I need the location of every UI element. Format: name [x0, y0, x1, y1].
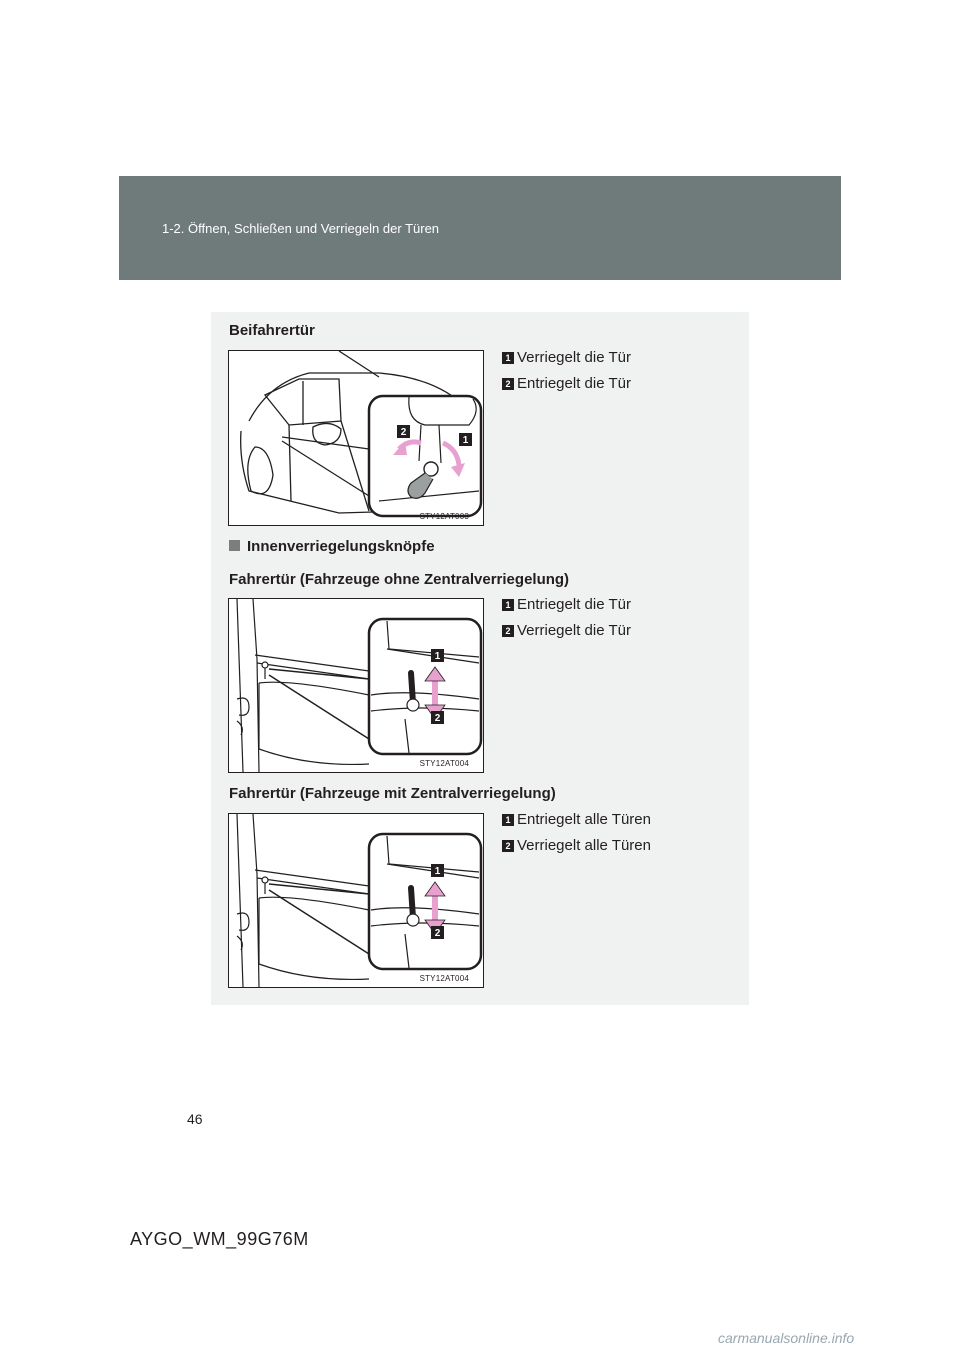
callout-2: 2	[434, 713, 441, 724]
legend-text: Verriegelt die Tür	[517, 622, 631, 639]
callout-2: 2	[434, 928, 441, 939]
chapter-header	[119, 176, 841, 280]
legend-text: Verriegelt die Tür	[517, 349, 631, 366]
door-lock-knob-illustration	[229, 599, 483, 772]
number-badge: 2	[502, 378, 514, 390]
door-lock-knob-illustration	[229, 814, 483, 987]
legend-item	[502, 836, 651, 862]
legend-text: Verriegelt alle Türen	[517, 837, 651, 854]
callout-2: 2	[400, 427, 407, 438]
figure-code: STY12AT004	[419, 974, 469, 983]
legend-item	[502, 374, 631, 400]
legend-text: Entriegelt alle Türen	[517, 811, 651, 828]
legend-item	[502, 348, 631, 374]
figure-code: STY12AT004	[419, 759, 469, 768]
passenger-door-heading: Beifahrertür	[229, 322, 315, 339]
legend-text: Entriegelt die Tür	[517, 375, 631, 392]
passenger-door-legend	[502, 348, 631, 400]
callout-1: 1	[434, 866, 441, 877]
watermark: carmanualsonline.info	[718, 1330, 855, 1346]
figure-code: STY12AT003	[419, 512, 469, 521]
legend-text: Entriegelt die Tür	[517, 596, 631, 613]
callout-1: 1	[434, 651, 441, 662]
driver-central-legend	[502, 810, 651, 862]
number-badge: 2	[502, 625, 514, 637]
content-panel	[211, 312, 749, 1005]
legend-item	[502, 621, 631, 647]
passenger-door-figure	[228, 350, 484, 526]
driver-central-figure	[228, 813, 484, 988]
driver-no-central-heading: Fahrertür (Fahrzeuge ohne Zentralverriegelung)	[229, 571, 570, 588]
driver-no-central-legend	[502, 595, 631, 647]
car-key-illustration	[229, 351, 483, 525]
legend-item	[502, 810, 651, 836]
driver-no-central-figure	[228, 598, 484, 773]
number-badge: 1	[502, 352, 514, 364]
document-code: AYGO_WM_99G76M	[130, 1229, 309, 1249]
number-badge: 1	[502, 814, 514, 826]
square-bullet-icon	[229, 540, 240, 551]
chapter-title: 1-2. Öffnen, Schließen und Verriegeln der Türen	[162, 221, 440, 236]
number-badge: 2	[502, 840, 514, 852]
page-number: 46	[187, 1111, 203, 1127]
driver-central-heading: Fahrertür (Fahrzeuge mit Zentralverriegelung)	[229, 785, 556, 802]
inner-locks-heading	[229, 538, 435, 555]
inner-locks-title: Innenverriegelungsknöpfe	[247, 538, 435, 555]
legend-item	[502, 595, 631, 621]
number-badge: 1	[502, 599, 514, 611]
callout-1: 1	[462, 435, 469, 446]
